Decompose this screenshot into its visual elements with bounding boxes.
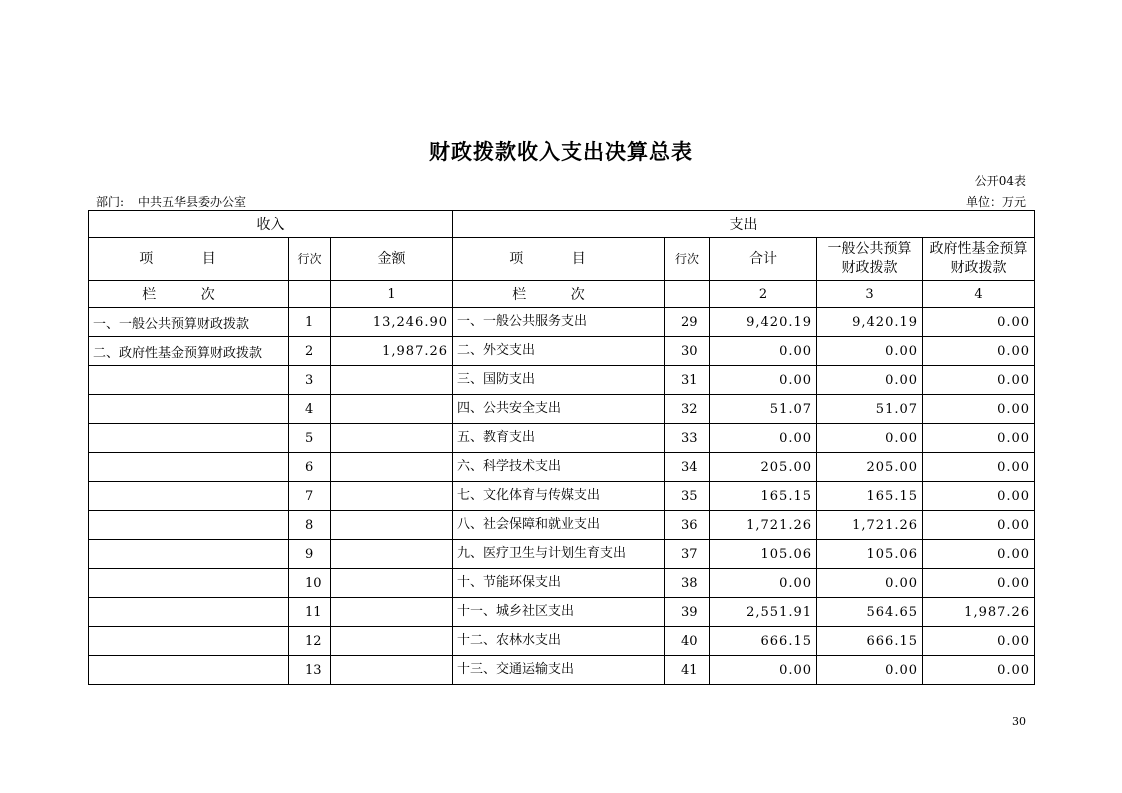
expense-row-no-cell: 35 <box>665 482 710 511</box>
expense-item-header: 项 目 <box>453 238 665 281</box>
income-amount-cell <box>331 482 453 511</box>
expense-item-cell: 七、文化体育与传媒支出 <box>453 482 665 511</box>
total-cell: 2,551.91 <box>710 598 817 627</box>
column-number-4: 4 <box>923 281 1035 308</box>
income-amount-cell <box>331 395 453 424</box>
income-row-no-cell: 13 <box>289 656 331 685</box>
general-budget-cell: 165.15 <box>817 482 923 511</box>
income-header: 收入 <box>89 211 453 238</box>
table-row <box>89 424 1035 453</box>
general-budget-cell: 0.00 <box>817 569 923 598</box>
amount-header: 金额 <box>331 238 453 281</box>
income-row-no-cell: 8 <box>289 511 331 540</box>
expense-row-no-header: 行次 <box>665 238 710 281</box>
table-body <box>89 308 1035 685</box>
income-item-cell <box>89 453 289 482</box>
expense-row-no-cell: 38 <box>665 569 710 598</box>
general-budget-cell: 0.00 <box>817 337 923 366</box>
income-amount-cell <box>331 569 453 598</box>
column-number-2: 2 <box>710 281 817 308</box>
income-amount-cell: 13,246.90 <box>331 308 453 337</box>
table-row <box>89 482 1035 511</box>
income-item-cell <box>89 482 289 511</box>
total-cell: 666.15 <box>710 627 817 656</box>
expense-row-no-cell: 39 <box>665 598 710 627</box>
general-budget-cell: 205.00 <box>817 453 923 482</box>
gov-fund-cell: 0.00 <box>923 511 1035 540</box>
income-amount-cell <box>331 453 453 482</box>
page-title: 财政拨款收入支出决算总表 <box>429 139 693 164</box>
column-number-3: 3 <box>817 281 923 308</box>
gov-fund-cell: 0.00 <box>923 656 1035 685</box>
income-item-cell: 二、政府性基金预算财政拨款 <box>89 337 289 366</box>
budget-table <box>88 210 1035 685</box>
department-name: 中共五华县委办公室 <box>138 195 247 209</box>
gov-fund-cell: 0.00 <box>923 424 1035 453</box>
expense-item-cell: 十三、交通运输支出 <box>453 656 665 685</box>
expense-row-no-cell: 34 <box>665 453 710 482</box>
income-item-cell <box>89 627 289 656</box>
expense-column-label: 栏 次 <box>453 281 665 308</box>
expense-row-no-cell: 40 <box>665 627 710 656</box>
gov-fund-cell: 0.00 <box>923 540 1035 569</box>
expense-item-cell: 十二、农林水支出 <box>453 627 665 656</box>
table-row <box>89 453 1035 482</box>
gov-fund-cell: 1,987.26 <box>923 598 1035 627</box>
total-cell: 9,420.19 <box>710 308 817 337</box>
expense-row-no-cell: 36 <box>665 511 710 540</box>
income-amount-cell <box>331 424 453 453</box>
income-amount-cell <box>331 366 453 395</box>
expense-row-no-cell: 30 <box>665 337 710 366</box>
income-row-no-cell: 4 <box>289 395 331 424</box>
expense-item-cell: 八、社会保障和就业支出 <box>453 511 665 540</box>
income-row-no-cell: 7 <box>289 482 331 511</box>
total-header: 合计 <box>710 238 817 281</box>
income-row-no-cell: 5 <box>289 424 331 453</box>
header-row-columns <box>89 238 1035 281</box>
table-row <box>89 511 1035 540</box>
gov-fund-cell: 0.00 <box>923 366 1035 395</box>
total-cell: 0.00 <box>710 424 817 453</box>
general-budget-cell: 0.00 <box>817 366 923 395</box>
expense-row-no-cell: 31 <box>665 366 710 395</box>
income-row-no-cell: 3 <box>289 366 331 395</box>
income-item-cell <box>89 366 289 395</box>
expense-item-cell: 十一、城乡社区支出 <box>453 598 665 627</box>
income-item-header: 项 目 <box>89 238 289 281</box>
department <box>96 193 260 210</box>
income-row-no-cell: 9 <box>289 540 331 569</box>
general-budget-cell: 0.00 <box>817 656 923 685</box>
income-amount-cell <box>331 656 453 685</box>
general-budget-cell: 105.06 <box>817 540 923 569</box>
department-label: 部门: <box>96 195 125 209</box>
expense-row-no-cell: 37 <box>665 540 710 569</box>
expense-row-no-cell: 41 <box>665 656 710 685</box>
total-cell: 0.00 <box>710 366 817 395</box>
gov-fund-cell: 0.00 <box>923 395 1035 424</box>
gov-fund-cell: 0.00 <box>923 482 1035 511</box>
income-amount-cell: 1,987.26 <box>331 337 453 366</box>
empty-cell <box>289 281 331 308</box>
expense-row-no-cell: 33 <box>665 424 710 453</box>
income-amount-cell <box>331 598 453 627</box>
expense-item-cell: 十、节能环保支出 <box>453 569 665 598</box>
total-cell: 0.00 <box>710 337 817 366</box>
page-number: 30 <box>1012 715 1026 728</box>
income-item-cell <box>89 569 289 598</box>
table-row <box>89 627 1035 656</box>
income-item-cell <box>89 424 289 453</box>
income-item-cell <box>89 656 289 685</box>
income-item-cell <box>89 598 289 627</box>
total-cell: 1,721.26 <box>710 511 817 540</box>
table-row <box>89 308 1035 337</box>
income-row-no-cell: 12 <box>289 627 331 656</box>
gov-fund-header: 政府性基金预算财政拨款 <box>923 238 1035 281</box>
total-cell: 105.06 <box>710 540 817 569</box>
general-budget-cell: 564.65 <box>817 598 923 627</box>
gov-fund-cell: 0.00 <box>923 308 1035 337</box>
column-number-1: 1 <box>331 281 453 308</box>
income-item-cell <box>89 540 289 569</box>
table-row <box>89 598 1035 627</box>
total-cell: 0.00 <box>710 569 817 598</box>
income-amount-cell <box>331 540 453 569</box>
expense-row-no-cell: 29 <box>665 308 710 337</box>
gov-fund-cell: 0.00 <box>923 453 1035 482</box>
gov-fund-cell: 0.00 <box>923 337 1035 366</box>
income-amount-cell <box>331 511 453 540</box>
general-budget-cell: 9,420.19 <box>817 308 923 337</box>
gov-fund-cell: 0.00 <box>923 627 1035 656</box>
unit-label: 单位：万元 <box>965 195 1026 209</box>
income-row-no-cell: 6 <box>289 453 331 482</box>
table-row <box>89 656 1035 685</box>
total-cell: 205.00 <box>710 453 817 482</box>
total-cell: 0.00 <box>710 656 817 685</box>
expense-item-cell: 一、一般公共服务支出 <box>453 308 665 337</box>
income-item-cell <box>89 511 289 540</box>
income-column-label: 栏 次 <box>89 281 289 308</box>
income-item-cell <box>89 395 289 424</box>
expense-item-cell: 六、科学技术支出 <box>453 453 665 482</box>
general-budget-header: 一般公共预算财政拨款 <box>817 238 923 281</box>
expense-item-cell: 二、外交支出 <box>453 337 665 366</box>
expense-row-no-cell: 32 <box>665 395 710 424</box>
expense-item-cell: 三、国防支出 <box>453 366 665 395</box>
empty-cell <box>665 281 710 308</box>
form-number: 公开04表 <box>974 174 1026 188</box>
expense-item-cell: 四、公共安全支出 <box>453 395 665 424</box>
income-row-no-cell: 1 <box>289 308 331 337</box>
income-row-no-header: 行次 <box>289 238 331 281</box>
general-budget-cell: 1,721.26 <box>817 511 923 540</box>
gov-fund-cell: 0.00 <box>923 569 1035 598</box>
table-row <box>89 337 1035 366</box>
header-row-sections <box>89 211 1035 238</box>
income-amount-cell <box>331 627 453 656</box>
table-row <box>89 540 1035 569</box>
general-budget-cell: 0.00 <box>817 424 923 453</box>
general-budget-cell: 666.15 <box>817 627 923 656</box>
table-row <box>89 366 1035 395</box>
table-row <box>89 569 1035 598</box>
income-row-no-cell: 2 <box>289 337 331 366</box>
header-row-column-numbers <box>89 281 1035 308</box>
income-row-no-cell: 11 <box>289 598 331 627</box>
expense-item-cell: 五、教育支出 <box>453 424 665 453</box>
income-item-cell: 一、一般公共预算财政拨款 <box>89 308 289 337</box>
expense-item-cell: 九、医疗卫生与计划生育支出 <box>453 540 665 569</box>
total-cell: 51.07 <box>710 395 817 424</box>
total-cell: 165.15 <box>710 482 817 511</box>
income-row-no-cell: 10 <box>289 569 331 598</box>
general-budget-cell: 51.07 <box>817 395 923 424</box>
expense-header: 支出 <box>453 211 1035 238</box>
table-row <box>89 395 1035 424</box>
